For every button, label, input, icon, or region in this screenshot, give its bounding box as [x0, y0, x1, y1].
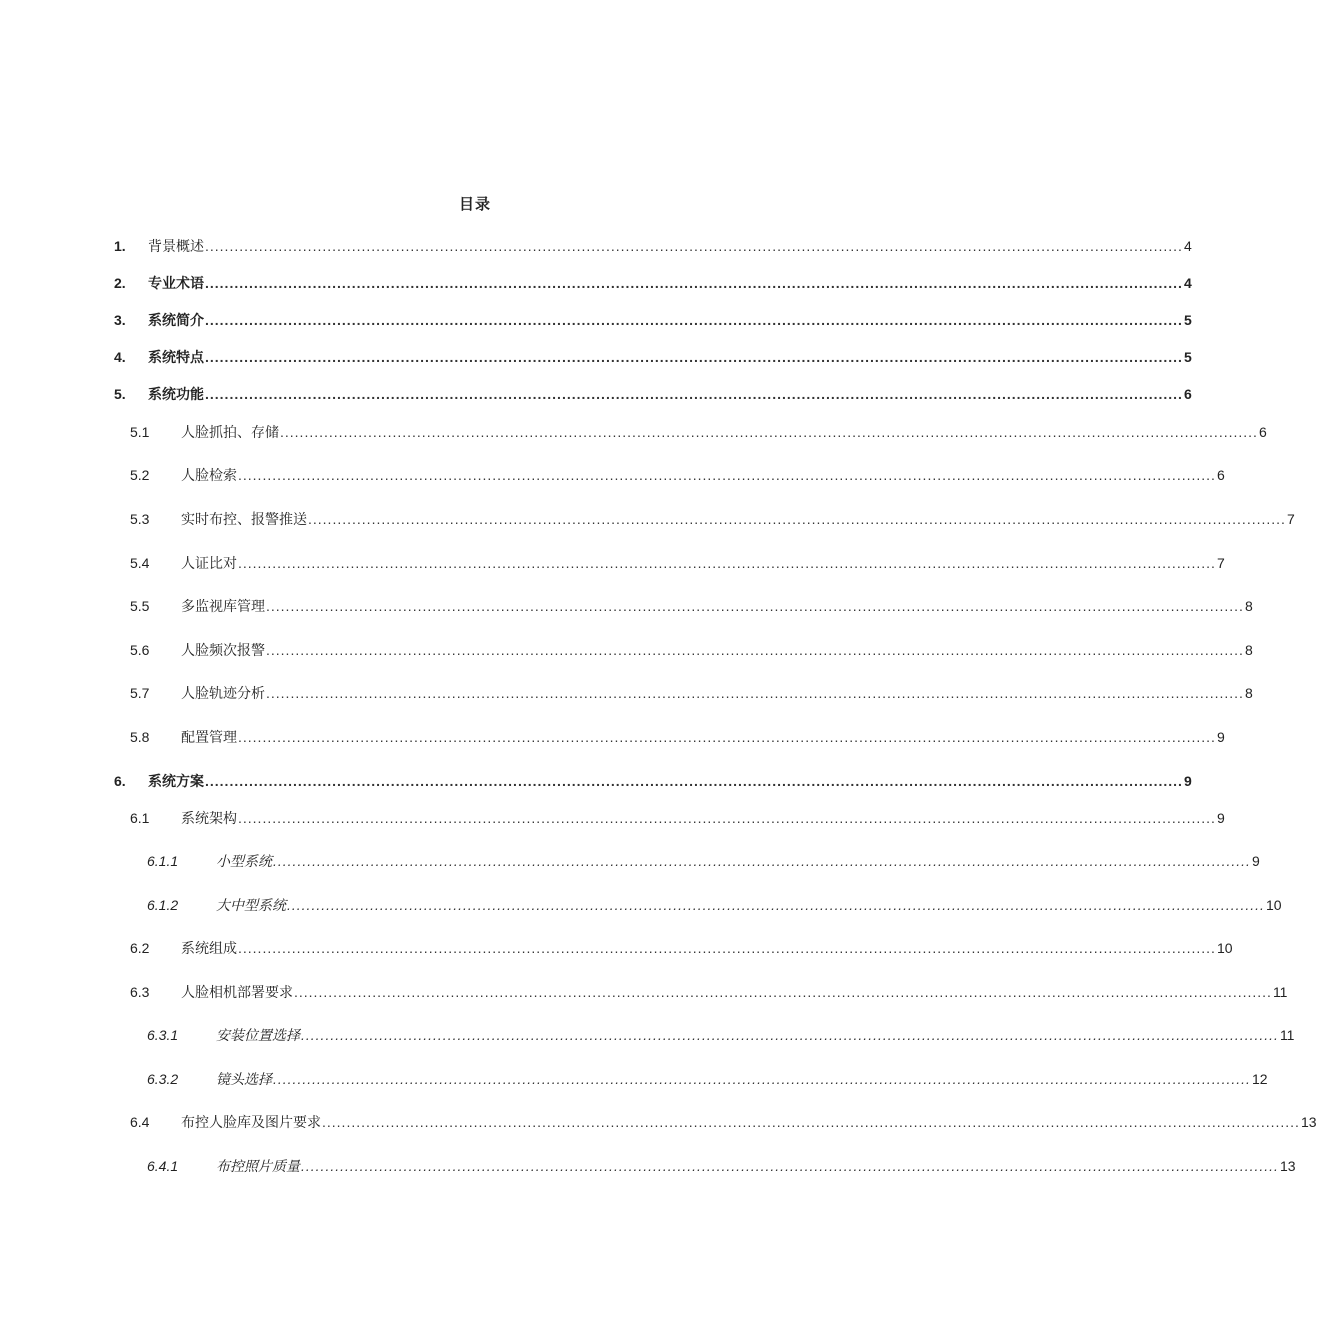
toc-entry[interactable]	[130, 727, 1225, 747]
toc-dot-leader: ........................................................................................................................................................................................................	[308, 511, 1286, 527]
toc-entry-title: 大中型系统	[216, 897, 286, 913]
toc-entry-title: 小型系统	[216, 853, 272, 869]
toc-entry-number: 5.3	[130, 511, 150, 527]
toc-entry-title: 系统特点	[148, 349, 204, 365]
toc-entry-number: 6.3	[130, 984, 150, 1000]
toc-entry-page: 4	[1183, 275, 1192, 291]
toc-entry-number: 5.2	[130, 467, 150, 483]
toc-entry-title: 专业术语	[148, 275, 204, 291]
toc-entry-number: 5.1	[130, 424, 150, 440]
toc-entry-title: 镜头选择	[216, 1071, 272, 1087]
toc-entry-page: 7	[1216, 555, 1225, 571]
toc-entry-number: 5.8	[130, 729, 150, 745]
toc-entry-number: 5.4	[130, 555, 150, 571]
toc-entry-number: 6.1	[130, 810, 150, 826]
toc-entry-title: 系统架构	[181, 810, 237, 826]
toc-entry[interactable]	[130, 553, 1225, 573]
toc-entry-title: 人脸相机部署要求	[181, 984, 293, 1000]
toc-title: 目录	[458, 196, 491, 213]
toc-entry-page: 10	[1216, 940, 1233, 956]
toc-entry-number: 6.4.1	[147, 1158, 179, 1174]
toc-entry-title: 人脸抓拍、存储	[181, 424, 279, 440]
toc-entry[interactable]	[130, 1112, 1317, 1132]
toc-entry[interactable]	[130, 465, 1225, 485]
toc-dot-leader: ........................................................................................................................................................................................................	[294, 984, 1272, 1000]
toc-entry-number: 6.4	[130, 1114, 150, 1130]
toc-dot-leader: ........................................................................................................................................................................................................	[280, 424, 1258, 440]
toc-entry-number: 5.5	[130, 598, 150, 614]
toc-entry-page: 9	[1216, 810, 1225, 826]
toc-entry-page: 13	[1300, 1114, 1317, 1130]
toc-entry-page: 10	[1265, 897, 1282, 913]
toc-entry[interactable]	[130, 509, 1295, 529]
toc-entry[interactable]	[130, 683, 1253, 703]
toc-entry[interactable]	[114, 310, 1192, 330]
toc-dot-leader: ........................................................................................................................................................................................................	[205, 275, 1183, 291]
toc-entry-page: 11	[1279, 1027, 1295, 1043]
toc-entry-title: 布控人脸库及图片要求	[181, 1114, 321, 1130]
toc-dot-leader: ........................................................................................................................................................................................................	[266, 642, 1244, 658]
toc-dot-leader: ........................................................................................................................................................................................................	[205, 238, 1183, 254]
toc-entry-number: 3.	[114, 312, 126, 328]
toc-entry-page: 6	[1183, 386, 1192, 402]
toc-entry-title: 人脸检索	[181, 467, 237, 483]
toc-entry-page: 9	[1216, 729, 1225, 745]
toc-dot-leader: ........................................................................................................................................................................................................	[273, 1071, 1251, 1087]
toc-dot-leader: ........................................................................................................................................................................................................	[238, 940, 1216, 956]
toc-entry-number: 5.	[114, 386, 126, 402]
toc-dot-leader: ........................................................................................................................................................................................................	[287, 897, 1265, 913]
toc-dot-leader: ........................................................................................................................................................................................................	[301, 1158, 1279, 1174]
toc-entry-page: 4	[1183, 238, 1192, 254]
toc-entry-title: 系统组成	[181, 940, 237, 956]
toc-entry-number: 6.2	[130, 940, 150, 956]
toc-dot-leader: ........................................................................................................................................................................................................	[205, 312, 1183, 328]
toc-entry[interactable]	[147, 851, 1260, 871]
toc-entry-page: 9	[1251, 853, 1260, 869]
toc-entry[interactable]	[147, 895, 1282, 915]
toc-entry-number: 2.	[114, 275, 126, 291]
toc-dot-leader: ........................................................................................................................................................................................................	[238, 467, 1216, 483]
toc-entry[interactable]	[130, 596, 1253, 616]
toc-entry[interactable]	[130, 938, 1233, 958]
toc-entry-number: 5.6	[130, 642, 150, 658]
toc-entry-title: 系统功能	[148, 386, 204, 402]
toc-entry[interactable]	[147, 1025, 1295, 1045]
toc-dot-leader: ........................................................................................................................................................................................................	[266, 598, 1244, 614]
toc-entry-number: 6.3.2	[147, 1071, 179, 1087]
toc-entry-page: 9	[1183, 773, 1192, 789]
toc-dot-leader: ........................................................................................................................................................................................................	[301, 1027, 1279, 1043]
toc-entry[interactable]	[147, 1069, 1268, 1089]
toc-dot-leader: ........................................................................................................................................................................................................	[322, 1114, 1300, 1130]
toc-entry-title: 人证比对	[181, 555, 237, 571]
toc-entry-title: 系统方案	[148, 773, 204, 789]
toc-dot-leader: ........................................................................................................................................................................................................	[238, 729, 1216, 745]
toc-entry[interactable]	[130, 422, 1267, 442]
toc-entry[interactable]	[147, 1156, 1296, 1176]
toc-entry-page: 6	[1258, 424, 1267, 440]
toc-entry-page: 8	[1244, 598, 1253, 614]
toc-entry-number: 6.3.1	[147, 1027, 179, 1043]
toc-entry-number: 6.1.1	[147, 853, 179, 869]
toc-entry-page: 8	[1244, 685, 1253, 701]
toc-entry[interactable]	[114, 347, 1192, 367]
toc-dot-leader: ........................................................................................................................................................................................................	[238, 555, 1216, 571]
toc-dot-leader: ........................................................................................................................................................................................................	[205, 386, 1183, 402]
toc-entry-title: 安装位置选择	[216, 1027, 300, 1043]
toc-entry-page: 5	[1183, 312, 1192, 328]
toc-entry[interactable]	[130, 982, 1288, 1002]
toc-entry-number: 6.1.2	[147, 897, 179, 913]
toc-entry[interactable]	[114, 384, 1192, 404]
toc-entry-number: 5.7	[130, 685, 150, 701]
toc-entry-page: 11	[1272, 984, 1288, 1000]
toc-entry-title: 多监视库管理	[181, 598, 265, 614]
toc-entry-page: 13	[1279, 1158, 1296, 1174]
toc-entry-title: 系统简介	[148, 312, 204, 328]
toc-entry-number: 1.	[114, 238, 126, 254]
toc-dot-leader: ........................................................................................................................................................................................................	[205, 349, 1183, 365]
toc-entry-title: 布控照片质量	[216, 1158, 300, 1174]
toc-entry-title: 人脸频次报警	[181, 642, 265, 658]
toc-entry[interactable]	[114, 771, 1192, 791]
toc-entry-page: 7	[1286, 511, 1295, 527]
toc-entry-page: 12	[1251, 1071, 1268, 1087]
toc-entry[interactable]	[130, 808, 1225, 828]
toc-entry[interactable]	[114, 273, 1192, 293]
toc-entry[interactable]	[114, 236, 1192, 256]
toc-entry-number: 6.	[114, 773, 126, 789]
toc-entry-page: 8	[1244, 642, 1253, 658]
toc-entry-title: 人脸轨迹分析	[181, 685, 265, 701]
toc-entry-page: 5	[1183, 349, 1192, 365]
toc-dot-leader: ........................................................................................................................................................................................................	[238, 810, 1216, 826]
toc-dot-leader: ........................................................................................................................................................................................................	[273, 853, 1251, 869]
toc-dot-leader: ........................................................................................................................................................................................................	[205, 773, 1183, 789]
toc-dot-leader: ........................................................................................................................................................................................................	[266, 685, 1244, 701]
toc-entry-title: 实时布控、报警推送	[181, 511, 307, 527]
toc-entry[interactable]	[130, 640, 1253, 660]
toc-entry-number: 4.	[114, 349, 126, 365]
toc-entry-title: 背景概述	[148, 238, 204, 254]
toc-entry-page: 6	[1216, 467, 1225, 483]
toc-entry-title: 配置管理	[181, 729, 237, 745]
